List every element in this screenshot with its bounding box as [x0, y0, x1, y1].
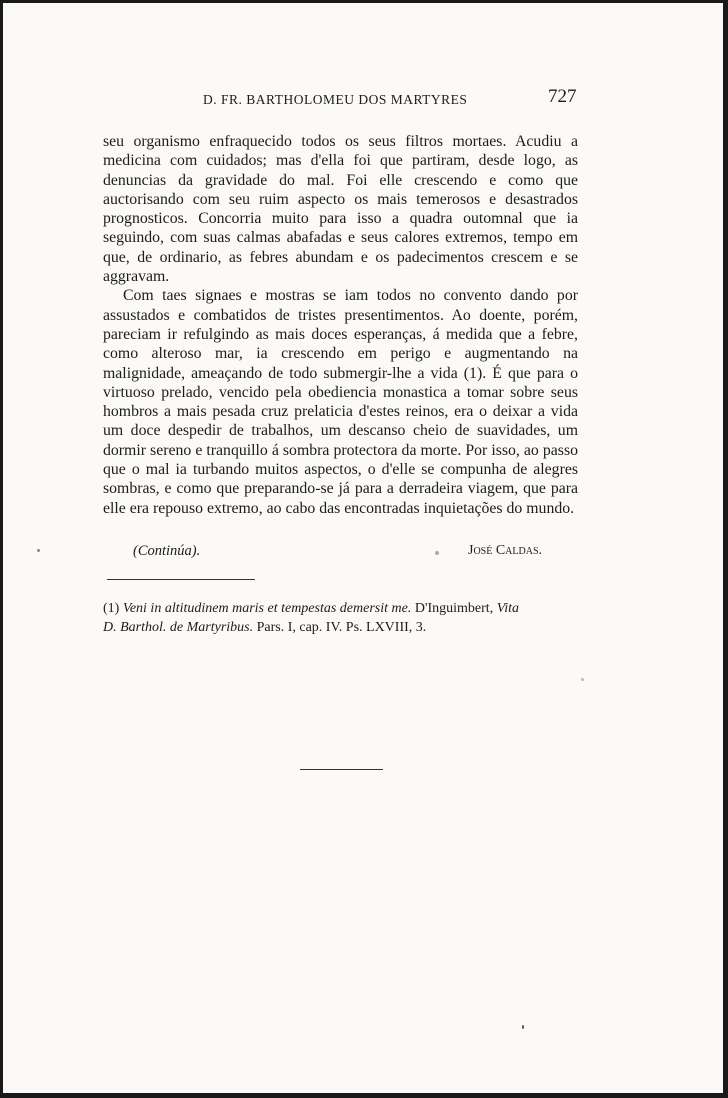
- footnote-line-1: [103, 600, 583, 619]
- footnote-author: D'Inguimbert,: [414, 601, 494, 616]
- paper-speck: [37, 549, 40, 552]
- end-rule: [300, 769, 383, 770]
- paper-speck: [435, 551, 439, 555]
- body-text: [103, 132, 578, 518]
- paragraph-1: seu organismo enfraquecido todos os seus filtros mortaes. Acudiu a medicina com cuidados; mas d'ella foi que partiram, desde logo, as denuncias da gravidade do mal. Foi elle crescendo e como que auctorisando com seu ruim aspecto os mais temerosos e desastrados prognosticos. Concorria muito para isso a quadra outomnal que ia seguindo, com suas calmas abafadas e seus calores extremos, tempo em que, de ordinario, as febres abundam e os padecimentos crescem e se aggravam.: [103, 133, 578, 286]
- page-number: 727: [548, 86, 577, 107]
- paper-speck: [522, 1025, 524, 1029]
- footnote-reference: Pars. I, cap. IV. Ps. LXVIII, 3.: [256, 619, 427, 635]
- book-page: [3, 3, 723, 1093]
- paragraph-2: Com taes signaes e mostras se iam todos no convento dando por assustados e combatidos de tristes presentimentos. Ao doente, porém, pareciam ir refulgindo as mais doces esperanças, á medida que a febre, como alteroso mar, ia crescendo em perigo e augmentando na malignidade, ameaçando de todo submergir-lhe a vida (1). É que para o virtuoso prelado, vencido pela obediencia monastica a tomar sobre seus hombros a mais pesada cruz prelaticia d'estes reinos, era o deixar a vida um doce despedir de trabalhos, um descanso cheio de suavidades, um dormir sereno e tranquillo á sombra protectora da morte. Por isso, ao passo que o mal ia turbando muitos aspectos, o d'elle se compunha de alegres sombras, e como que preparando-se já para a derradeira viagem, que para elle era repouso extremo, ao cabo das encontradas inquietações do mundo.: [103, 287, 578, 517]
- footnote-marker: (1): [103, 601, 120, 616]
- footnote-divider: [107, 579, 255, 580]
- continued-note: (Continúa).: [133, 543, 201, 559]
- running-title: D. FR. BARTHOLOMEU DOS MARTYRES: [203, 92, 468, 107]
- author-signature: José Caldas.: [468, 543, 543, 558]
- footnote: [103, 600, 583, 637]
- paper-speck: [581, 678, 584, 681]
- footnote-line-2: [103, 619, 583, 638]
- footnote-title-part1: Vita: [496, 601, 519, 616]
- footnote-title-part2: D. Barthol. de Martyribus.: [103, 619, 254, 635]
- footnote-latin-quote: Veni in altitudinem maris et tempestas demersit me.: [122, 601, 412, 616]
